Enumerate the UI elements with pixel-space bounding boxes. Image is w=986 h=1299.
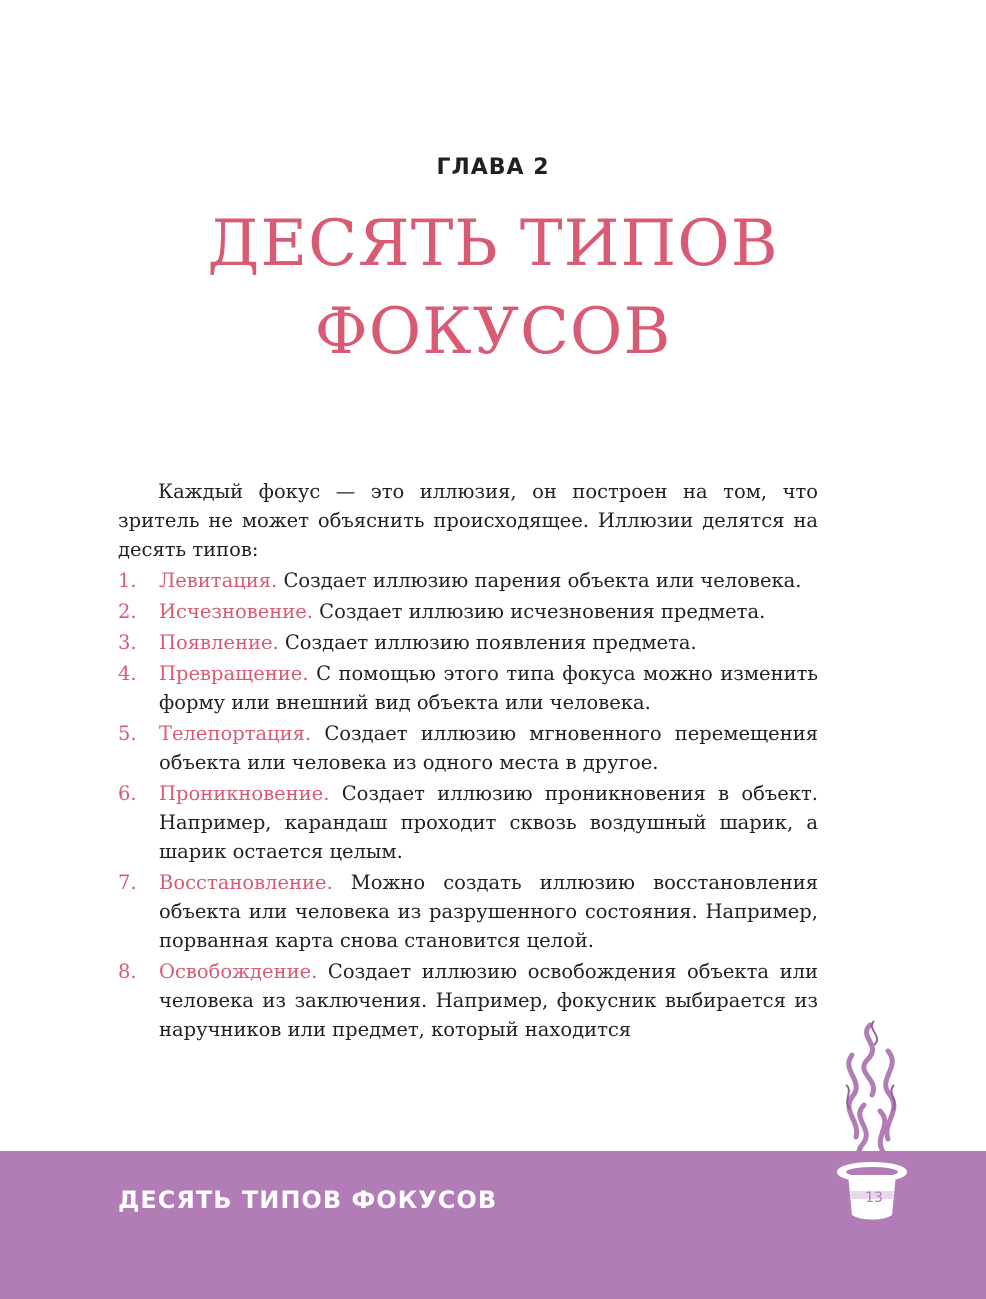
item-text: Создает иллюзию проникновения в объект. Например, карандаш проходит сквозь воздушный шарик, а шарик остается целым.: [159, 782, 818, 863]
list-item: [118, 779, 818, 866]
list-item: [118, 659, 818, 717]
item-number: 8.: [118, 960, 137, 983]
item-number: 3.: [118, 631, 137, 654]
chapter-title-line-2: ФОКУСОВ: [314, 295, 672, 369]
list-item: [118, 628, 818, 657]
item-text: Создает иллюзию парения объекта или человека.: [277, 569, 802, 592]
item-term: Появление.: [159, 631, 279, 654]
body-text: [118, 477, 818, 1046]
item-text: Создает иллюзию исчезновения предмета.: [312, 600, 766, 623]
item-text: Создает иллюзию освобождения объекта или человека из заключения. Например, фокусник выбирается из наручников или предмет, который находится: [159, 960, 818, 1041]
item-text: Создает иллюзию мгновенного перемещения объекта или человека из одного места в другое.: [159, 722, 818, 774]
item-text: Можно создать иллюзию восстановления объекта или человека из разрушенного состояния. Например, порванная карта снова становится целой.: [159, 871, 818, 952]
chapter-title-line-1: ДЕСЯТЬ ТИПОВ: [207, 207, 779, 281]
item-number: 7.: [118, 871, 137, 894]
page-number: 13: [865, 1190, 883, 1206]
illusion-types-list: [118, 566, 818, 1044]
item-number: 4.: [118, 662, 137, 685]
item-term: Восстановление.: [159, 871, 333, 894]
item-number: 1.: [118, 569, 137, 592]
item-term: Проникновение.: [159, 782, 330, 805]
item-text: Создает иллюзию появления предмета.: [278, 631, 697, 654]
list-item: [118, 597, 818, 626]
list-item: [118, 957, 818, 1044]
item-number: 2.: [118, 600, 137, 623]
item-term: Телепортация.: [159, 722, 312, 745]
list-item: [118, 566, 818, 595]
list-item: [118, 719, 818, 777]
item-number: 5.: [118, 722, 137, 745]
item-term: Левитация.: [159, 569, 278, 592]
running-footer-title: ДЕСЯТЬ ТИПОВ ФОКУСОВ: [118, 1186, 498, 1214]
chapter-title: [0, 200, 986, 376]
item-term: Превращение.: [159, 662, 309, 685]
item-number: 6.: [118, 782, 137, 805]
item-term: Исчезновение.: [159, 600, 313, 623]
chapter-label: ГЛАВА 2: [436, 155, 550, 180]
list-item: [118, 868, 818, 955]
item-term: Освобождение.: [159, 960, 318, 983]
intro-paragraph: Каждый фокус — это иллюзия, он построен на том, что зритель не может объяснить происходящее. Иллюзии делятся на десять типов:: [118, 480, 818, 561]
item-text: С помощью этого типа фокуса можно изменить форму или внешний вид объекта или человека.: [159, 662, 818, 714]
